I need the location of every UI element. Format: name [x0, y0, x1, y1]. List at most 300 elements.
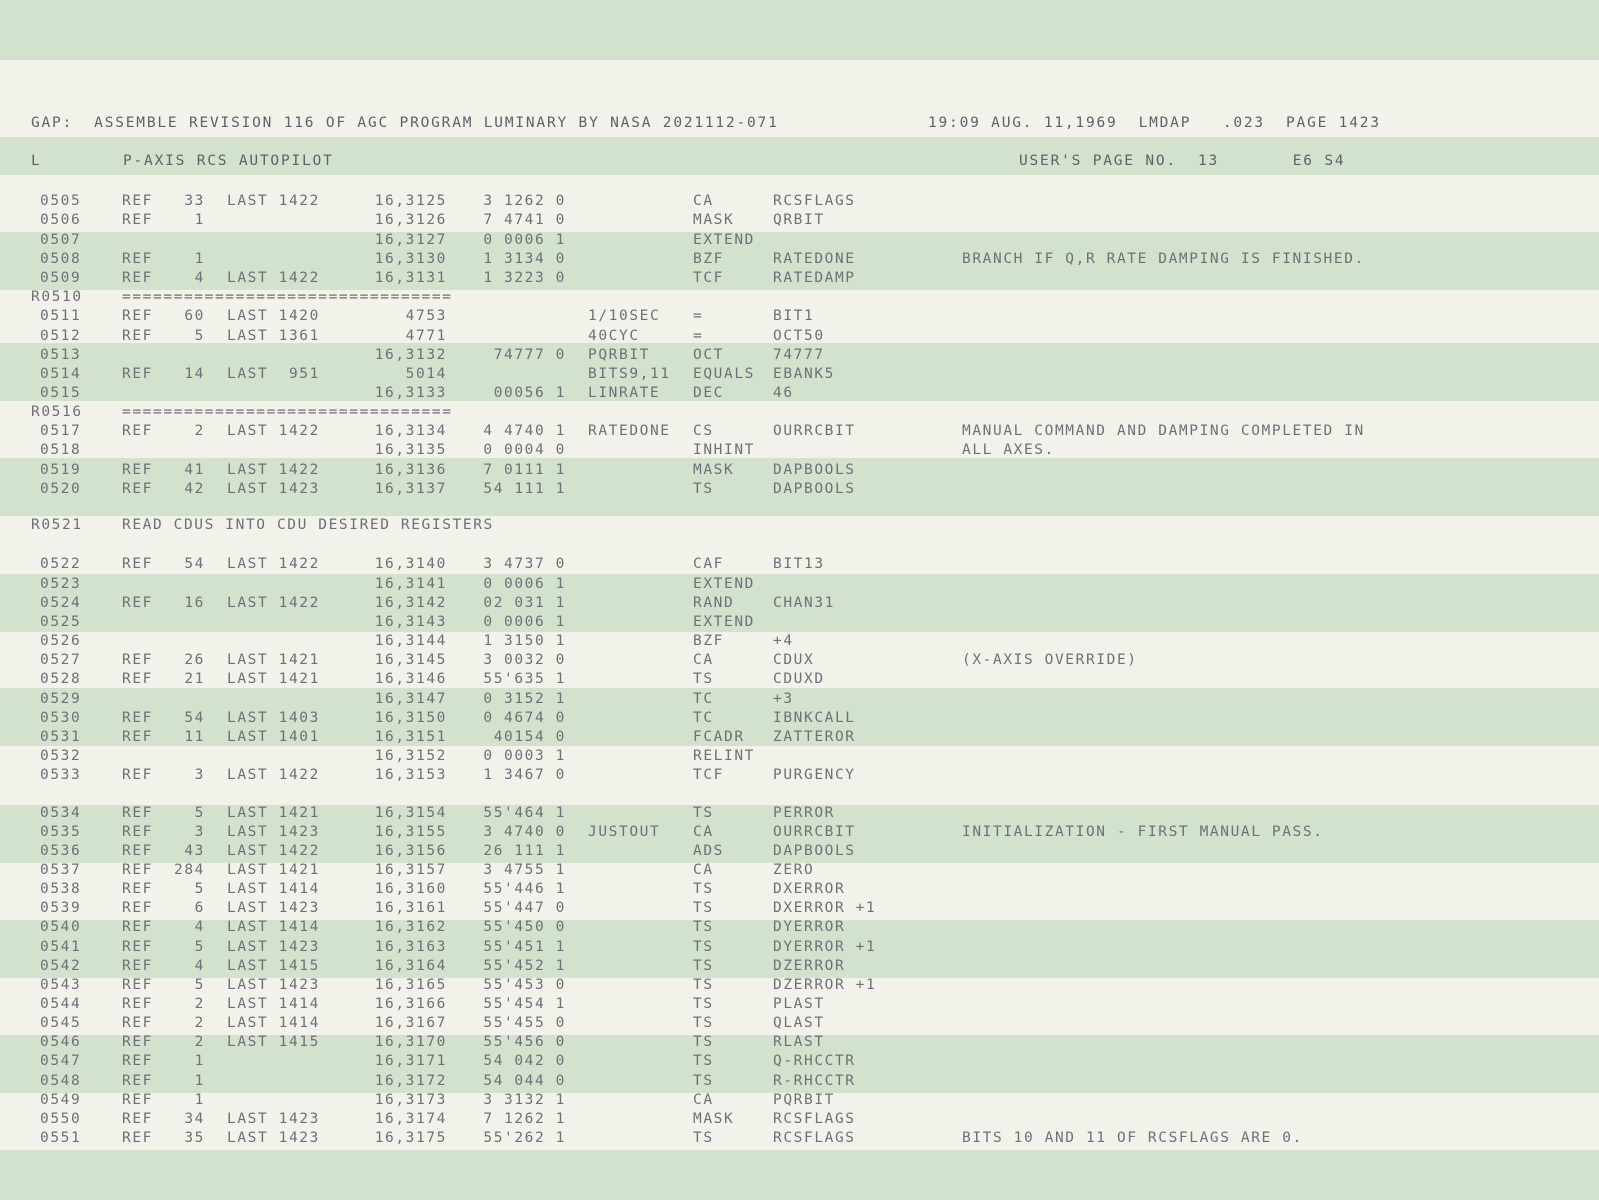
listing-row — [0, 823, 1599, 842]
listing-operand: BIT13 — [773, 556, 825, 572]
listing-seq: 0531 — [40, 729, 82, 745]
listing-row — [0, 804, 1599, 823]
listing-seq: 0506 — [40, 212, 82, 228]
listing-ref: REF — [122, 671, 153, 687]
listing-ref: REF — [122, 366, 153, 382]
listing-code: 3 1262 0 — [483, 193, 566, 209]
listing-code: 74777 0 — [493, 347, 566, 363]
listing-seq: 0519 — [40, 462, 82, 478]
listing-comment: ALL AXES. — [962, 442, 1055, 458]
listing-sep: ================================ — [122, 404, 453, 420]
listing-refn: 14 — [184, 366, 205, 382]
listing-seq: 0545 — [40, 1015, 82, 1031]
listing-ref: REF — [122, 251, 153, 267]
listing-seq: 0526 — [40, 633, 82, 649]
listing-loc: 16,3153 — [374, 767, 447, 783]
listing-operand: +3 — [773, 691, 794, 707]
listing-row — [0, 1052, 1599, 1071]
listing-refn: 26 — [184, 652, 205, 668]
listing-row — [0, 613, 1599, 632]
listing-seq: 0538 — [40, 881, 82, 897]
listing-refn: 60 — [184, 308, 205, 324]
listing-seq: 0546 — [40, 1034, 82, 1050]
listing-refn: 5 — [194, 977, 205, 993]
listing-op: TC — [693, 710, 714, 726]
listing-loc: 16,3143 — [374, 614, 447, 630]
listing-comment: BITS 10 AND 11 OF RCSFLAGS ARE 0. — [962, 1130, 1303, 1146]
listing-seq: 0540 — [40, 919, 82, 935]
listing-seq: 0534 — [40, 805, 82, 821]
listing-loc: 16,3170 — [374, 1034, 447, 1050]
listing-loc: 16,3131 — [374, 270, 447, 286]
listing-op: TS — [693, 958, 714, 974]
listing-seq: R0516 — [31, 404, 83, 420]
listing-seq: 0550 — [40, 1111, 82, 1127]
listing-label: BITS9,11 — [588, 366, 671, 382]
listing-label: 1/10SEC — [588, 308, 661, 324]
listing-last: LAST 1423 — [227, 1111, 320, 1127]
listing-op: CS — [693, 423, 714, 439]
listing-op: DEC — [693, 385, 724, 401]
listing-op: TS — [693, 1073, 714, 1089]
listing-loc: 16,3151 — [374, 729, 447, 745]
listing-refn: 21 — [184, 671, 205, 687]
listing-row — [0, 1091, 1599, 1110]
listing-code: 1 3150 1 — [483, 633, 566, 649]
listing-row — [0, 480, 1599, 499]
listing-seq: 0527 — [40, 652, 82, 668]
listing-seq: 0518 — [40, 442, 82, 458]
listing-seq: 0520 — [40, 481, 82, 497]
listing-op: TCF — [693, 767, 724, 783]
listing-op: TS — [693, 1034, 714, 1050]
listing-loc: 16,3174 — [374, 1111, 447, 1127]
listing-code: 3 3132 1 — [483, 1092, 566, 1108]
listing-operand: OURRCBIT — [773, 824, 856, 840]
listing-refn: 3 — [194, 824, 205, 840]
listing-section-title: P-AXIS RCS AUTOPILOT — [123, 153, 334, 169]
listing-operand: DYERROR +1 — [773, 939, 877, 955]
listing-code: 0 3152 1 — [483, 691, 566, 707]
listing-subheader-mark: L — [31, 153, 42, 169]
listing-code: 54 111 1 — [483, 481, 566, 497]
listing-refn: 3 — [194, 767, 205, 783]
user-page-number: USER'S PAGE NO. 13 E6 S4 — [1019, 153, 1346, 169]
listing-operand: +4 — [773, 633, 794, 649]
listing-row — [0, 422, 1599, 441]
listing-loc: 16,3133 — [374, 385, 447, 401]
listing-ref: REF — [122, 710, 153, 726]
listing-row — [0, 555, 1599, 574]
listing-operand: DXERROR — [773, 881, 846, 897]
listing-row — [0, 747, 1599, 766]
listing-refn: 1 — [194, 251, 205, 267]
listing-row — [0, 957, 1599, 976]
listing-operand: EBANK5 — [773, 366, 835, 382]
listing-seq: 0530 — [40, 710, 82, 726]
listing-refn: 54 — [184, 556, 205, 572]
listing-ref: REF — [122, 1111, 153, 1127]
listing-operand: RCSFLAGS — [773, 1130, 856, 1146]
listing-last: LAST 1361 — [227, 328, 320, 344]
listing-last: LAST 1423 — [227, 1130, 320, 1146]
listing-label: PQRBIT — [588, 347, 650, 363]
listing-operand: DAPBOOLS — [773, 481, 856, 497]
listing-code: 4 4740 1 — [483, 423, 566, 439]
listing-ref: REF — [122, 939, 153, 955]
listing-op: TS — [693, 1053, 714, 1069]
listing-ref: REF — [122, 919, 153, 935]
listing-operand: BIT1 — [773, 308, 815, 324]
listing-loc: 16,3155 — [374, 824, 447, 840]
listing-ref: REF — [122, 481, 153, 497]
listing-refn: 5 — [194, 939, 205, 955]
listing-seq: 0515 — [40, 385, 82, 401]
listing-header-right: 19:09 AUG. 11,1969 LMDAP .023 PAGE 1423 — [928, 115, 1381, 131]
listing-loc: 16,3132 — [374, 347, 447, 363]
listing-last: LAST 1420 — [227, 308, 320, 324]
listing-ref: REF — [122, 1015, 153, 1031]
listing-code: 00056 1 — [493, 385, 566, 401]
listing-seq: 0533 — [40, 767, 82, 783]
listing-op: EXTEND — [693, 232, 755, 248]
listing-operand: DZERROR +1 — [773, 977, 877, 993]
listing-refn: 1 — [194, 1073, 205, 1089]
listing-seq: 0508 — [40, 251, 82, 267]
listing-row — [0, 441, 1599, 460]
listing-operand: RLAST — [773, 1034, 825, 1050]
listing-op: TCF — [693, 270, 724, 286]
listing-operand: RCSFLAGS — [773, 1111, 856, 1127]
listing-operand: 46 — [773, 385, 794, 401]
listing-row — [0, 1072, 1599, 1091]
listing-label: LINRATE — [588, 385, 661, 401]
listing-code: 0 0003 1 — [483, 748, 566, 764]
listing-ref: REF — [122, 595, 153, 611]
listing-code: 0 0006 1 — [483, 614, 566, 630]
listing-loc: 16,3140 — [374, 556, 447, 572]
listing-code: 7 1262 1 — [483, 1111, 566, 1127]
listing-op: TS — [693, 881, 714, 897]
listing-row — [0, 766, 1599, 785]
listing-row — [0, 288, 1599, 307]
listing-row — [0, 250, 1599, 269]
listing-op: CA — [693, 824, 714, 840]
listing-last: LAST 1415 — [227, 958, 320, 974]
listing-ref: REF — [122, 824, 153, 840]
listing-seq: 0551 — [40, 1130, 82, 1146]
listing-row — [0, 938, 1599, 957]
listing-loc: 16,3173 — [374, 1092, 447, 1108]
listing-operand: PURGENCY — [773, 767, 856, 783]
listing-code: 3 4737 0 — [483, 556, 566, 572]
listing-code: 55'452 1 — [483, 958, 566, 974]
listing-label: JUSTOUT — [588, 824, 661, 840]
listing-code: 55'455 0 — [483, 1015, 566, 1031]
listing-last: LAST 1415 — [227, 1034, 320, 1050]
listing-comment: MANUAL COMMAND AND DAMPING COMPLETED IN — [962, 423, 1365, 439]
listing-last: LAST 1423 — [227, 824, 320, 840]
listing-seq: 0513 — [40, 347, 82, 363]
listing-refn: 1 — [194, 1092, 205, 1108]
listing-op: TS — [693, 900, 714, 916]
listing-op: TS — [693, 919, 714, 935]
listing-code: 1 3134 0 — [483, 251, 566, 267]
listing-ref: REF — [122, 729, 153, 745]
listing-last: LAST 1422 — [227, 193, 320, 209]
listing-last: LAST 1422 — [227, 767, 320, 783]
listing-loc: 16,3175 — [374, 1130, 447, 1146]
listing-op: RAND — [693, 595, 735, 611]
listing-comment: (X-AXIS OVERRIDE) — [962, 652, 1138, 668]
listing-operand: DXERROR +1 — [773, 900, 877, 916]
listing-last: LAST 1421 — [227, 652, 320, 668]
listing-loc: 16,3162 — [374, 919, 447, 935]
listing-loc: 4753 — [405, 308, 447, 324]
listing-last: LAST 1422 — [227, 270, 320, 286]
listing-code: 55'456 0 — [483, 1034, 566, 1050]
listing-operand: Q-RHCCTR — [773, 1053, 856, 1069]
listing-code: 55'262 1 — [483, 1130, 566, 1146]
listing-loc: 16,3147 — [374, 691, 447, 707]
listing-row — [0, 1014, 1599, 1033]
listing-row — [0, 269, 1599, 288]
listing-code: 55'453 0 — [483, 977, 566, 993]
listing-refn: 2 — [194, 423, 205, 439]
listing-last: LAST 1403 — [227, 710, 320, 726]
listing-row — [0, 995, 1599, 1014]
listing-op: CA — [693, 862, 714, 878]
listing-op: EQUALS — [693, 366, 755, 382]
paper-band — [0, 0, 1599, 60]
listing-seq: 0548 — [40, 1073, 82, 1089]
listing-row — [0, 1129, 1599, 1148]
listing-code: 0 4674 0 — [483, 710, 566, 726]
listing-seq: 0522 — [40, 556, 82, 572]
listing-refn: 54 — [184, 710, 205, 726]
listing-loc: 16,3136 — [374, 462, 447, 478]
listing-op: MASK — [693, 462, 735, 478]
listing-seq: 0539 — [40, 900, 82, 916]
listing-row — [0, 403, 1599, 422]
listing-operand: DAPBOOLS — [773, 462, 856, 478]
listing-row — [0, 384, 1599, 403]
listing-code: 0 0006 1 — [483, 576, 566, 592]
listing-operand: PQRBIT — [773, 1092, 835, 1108]
listing-loc: 5014 — [405, 366, 447, 382]
listing-loc: 16,3156 — [374, 843, 447, 859]
listing-op: CA — [693, 652, 714, 668]
listing-last: LAST 1422 — [227, 843, 320, 859]
listing-operand: DZERROR — [773, 958, 846, 974]
listing-refn: 5 — [194, 328, 205, 344]
listing-seq: 0547 — [40, 1053, 82, 1069]
listing-seq: 0512 — [40, 328, 82, 344]
listing-refn: 2 — [194, 1034, 205, 1050]
listing-row — [0, 861, 1599, 880]
listing-code: 40154 0 — [493, 729, 566, 745]
listing-last: LAST 1423 — [227, 939, 320, 955]
listing-loc: 16,3167 — [374, 1015, 447, 1031]
listing-seq: 0537 — [40, 862, 82, 878]
listing-loc: 16,3152 — [374, 748, 447, 764]
listing-ref: REF — [122, 862, 153, 878]
listing-row — [0, 728, 1599, 747]
listing-operand: ZERO — [773, 862, 815, 878]
listing-row — [0, 1033, 1599, 1052]
listing-operand: OCT50 — [773, 328, 825, 344]
listing-loc: 16,3127 — [374, 232, 447, 248]
listing-ref: REF — [122, 462, 153, 478]
listing-operand: ZATTEROR — [773, 729, 856, 745]
listing-row — [0, 670, 1599, 689]
listing-seq: 0523 — [40, 576, 82, 592]
listing-code: 7 0111 1 — [483, 462, 566, 478]
listing-ref: REF — [122, 270, 153, 286]
listing-row — [0, 307, 1599, 326]
listing-seq: 0532 — [40, 748, 82, 764]
listing-refn: 34 — [184, 1111, 205, 1127]
listing-refn: 6 — [194, 900, 205, 916]
listing-code: 54 044 0 — [483, 1073, 566, 1089]
listing-operand: DYERROR — [773, 919, 846, 935]
listing-ref: REF — [122, 652, 153, 668]
listing-code: 3 0032 0 — [483, 652, 566, 668]
listing-seq: 0542 — [40, 958, 82, 974]
listing-seq: 0549 — [40, 1092, 82, 1108]
listing-row — [0, 231, 1599, 250]
listing-op: RELINT — [693, 748, 755, 764]
listing-operand: CDUX — [773, 652, 815, 668]
listing-ref: REF — [122, 212, 153, 228]
listing-last: LAST 1414 — [227, 881, 320, 897]
listing-loc: 16,3141 — [374, 576, 447, 592]
listing-loc: 16,3150 — [374, 710, 447, 726]
listing-seq: 0528 — [40, 671, 82, 687]
listing-row — [0, 516, 1599, 535]
listing-last: LAST 1423 — [227, 481, 320, 497]
listing-seq: R0510 — [31, 289, 83, 305]
listing-refn: 16 — [184, 595, 205, 611]
listing-ref: REF — [122, 767, 153, 783]
listing-op: TS — [693, 1130, 714, 1146]
listing-ref: REF — [122, 328, 153, 344]
listing-op: INHINT — [693, 442, 755, 458]
listing-last: LAST 1423 — [227, 900, 320, 916]
listing-comment: BRANCH IF Q,R RATE DAMPING IS FINISHED. — [962, 251, 1365, 267]
listing-refn: 4 — [194, 919, 205, 935]
listing-code: 02 031 1 — [483, 595, 566, 611]
listing-op: TC — [693, 691, 714, 707]
listing-operand: CDUXD — [773, 671, 825, 687]
listing-op: EXTEND — [693, 614, 755, 630]
listing-op: TS — [693, 481, 714, 497]
listing-ref: REF — [122, 881, 153, 897]
listing-refn: 1 — [194, 212, 205, 228]
listing-loc: 16,3130 — [374, 251, 447, 267]
listing-ref: REF — [122, 423, 153, 439]
listing-ref: REF — [122, 996, 153, 1012]
listing-row — [0, 575, 1599, 594]
listing-op: TS — [693, 671, 714, 687]
listing-loc: 16,3166 — [374, 996, 447, 1012]
listing-row — [0, 918, 1599, 937]
listing-code: 55'454 1 — [483, 996, 566, 1012]
listing-loc: 16,3145 — [374, 652, 447, 668]
listing-last: LAST 1421 — [227, 862, 320, 878]
listing-refn: 11 — [184, 729, 205, 745]
listing-op: = — [693, 308, 704, 324]
listing-loc: 16,3171 — [374, 1053, 447, 1069]
listing-op: CA — [693, 1092, 714, 1108]
listing-refn: 2 — [194, 1015, 205, 1031]
listing-op: BZF — [693, 251, 724, 267]
listing-seq: 0535 — [40, 824, 82, 840]
listing-last: LAST 1421 — [227, 671, 320, 687]
listing-refn: 284 — [174, 862, 205, 878]
listing-loc: 16,3146 — [374, 671, 447, 687]
listing-last: LAST 1401 — [227, 729, 320, 745]
listing-code: 0 0004 0 — [483, 442, 566, 458]
listing-refn: 4 — [194, 958, 205, 974]
listing-row — [0, 651, 1599, 670]
listing-code: 3 4755 1 — [483, 862, 566, 878]
listing-ref: REF — [122, 843, 153, 859]
listing-seq: 0517 — [40, 423, 82, 439]
listing-refn: 5 — [194, 881, 205, 897]
listing-row — [0, 1110, 1599, 1129]
listing-seq: R0521 — [31, 517, 83, 533]
listing-code: 1 3223 0 — [483, 270, 566, 286]
listing-code: 55'451 1 — [483, 939, 566, 955]
listing-last: LAST 1421 — [227, 805, 320, 821]
listing-op: TS — [693, 805, 714, 821]
listing-last: LAST 1422 — [227, 423, 320, 439]
listing-ref: REF — [122, 1034, 153, 1050]
listing-row — [0, 976, 1599, 995]
listing-code: 55'447 0 — [483, 900, 566, 916]
listing-last: LAST 1422 — [227, 556, 320, 572]
listing-loc: 4771 — [405, 328, 447, 344]
listing-code: 55'450 0 — [483, 919, 566, 935]
listing-seq: 0541 — [40, 939, 82, 955]
listing-row — [0, 365, 1599, 384]
listing-operand: RCSFLAGS — [773, 193, 856, 209]
listing-operand: R-RHCCTR — [773, 1073, 856, 1089]
listing-operand: PERROR — [773, 805, 835, 821]
listing-ref: REF — [122, 308, 153, 324]
listing-ref: REF — [122, 977, 153, 993]
listing-label: RATEDONE — [588, 423, 671, 439]
listing-refn: 41 — [184, 462, 205, 478]
listing-seq: 0505 — [40, 193, 82, 209]
listing-refn: 42 — [184, 481, 205, 497]
listing-seq: 0525 — [40, 614, 82, 630]
listing-loc: 16,3135 — [374, 442, 447, 458]
listing-loc: 16,3142 — [374, 595, 447, 611]
listing-op: MASK — [693, 1111, 735, 1127]
listing-operand: QRBIT — [773, 212, 825, 228]
listing-row — [0, 690, 1599, 709]
listing-op: ADS — [693, 843, 724, 859]
listing-loc: 16,3144 — [374, 633, 447, 649]
listing-row — [0, 899, 1599, 918]
listing-op: = — [693, 328, 704, 344]
listing-operand: DAPBOOLS — [773, 843, 856, 859]
listing-ref: REF — [122, 805, 153, 821]
listing-ref: REF — [122, 193, 153, 209]
listing-op: OCT — [693, 347, 724, 363]
